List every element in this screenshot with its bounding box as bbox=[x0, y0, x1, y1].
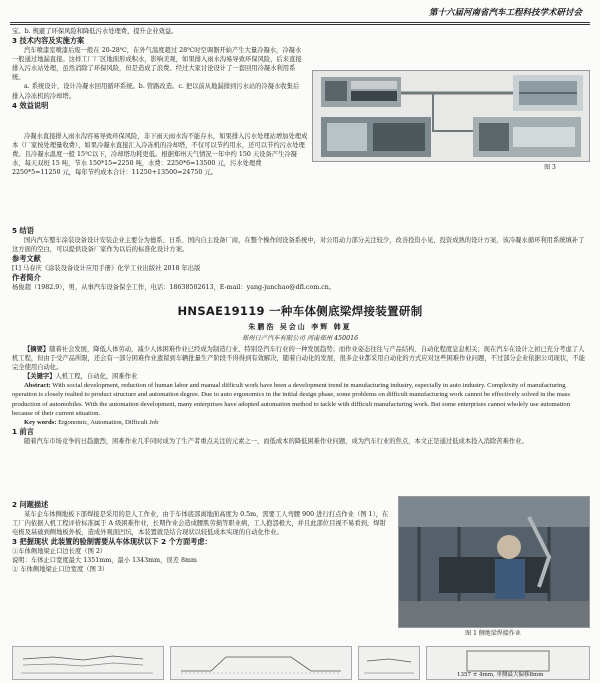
section-5-paragraph-1: 国内汽车整车涂装设备设计安装企业主要分为德系、日系、国内自主设备厂商，在整个操作间设备系统中，对公用动力部分关注较少，改善投资小见，投资成熟的设计方案，该冷凝水循环利用系统填补了这方面的空白，可以提供设备厂家作为以后的标准化设计方案。 bbox=[12, 237, 585, 254]
section-3-item-2: ② 车体侧地梁止口边宽度（图 3） bbox=[12, 566, 109, 574]
section-4-heading: 4 效益说明 bbox=[12, 100, 49, 110]
section-3-heading: 3 技术内容及实施方案 bbox=[12, 36, 85, 46]
keywords-en-label: Key words: bbox=[24, 418, 57, 426]
abstract-en: With social development, reduction of human labor and manual difficult work have been a development trend in manufacturing industry, especially in auto industry. Complexity of manufacturing operation is closely realted to product structure and automation degree. Due to auto ergonomics in the initial design phase, some problems on difficult manufacturing work cannot be effectively solved in the mass production of automobiles. With the automation development, many enterprises have adopted automation method to tackle with difficult manufacturing work. But some enterprises cannot wholely use automation because of their current situation. bbox=[12, 382, 570, 417]
reference-1: [1] 马春庆《涂装设备设计应用手册》化学工业出版社 2018 年出版 bbox=[12, 265, 201, 273]
chiller-unit-image bbox=[321, 77, 401, 107]
references-heading: 参考文献 bbox=[12, 254, 41, 264]
figure-3-frame-diagram bbox=[426, 646, 590, 680]
article-title: HNSAE19119 一种车体侧底梁焊接装置研制 bbox=[177, 304, 423, 318]
dimension-chart-left bbox=[13, 647, 163, 679]
section-3-item-1-detail: 说明：车体止口宽度最大 1351mm，最小 1343mm，误差 8mm bbox=[12, 557, 197, 565]
abstract-label: 【摘要】 bbox=[24, 346, 50, 353]
section-3-paragraph-1: 汽车喷漆室喷漆后废一般在 20-28℃，在外气温度超过 28℃时空调器开始产生大量冷凝水，冷凝水一般通过地漏直接。这样工厂厂区地面形成积水，影响美观，如果排入雨水沟易导致环保风险，后来直接排入污水站处理，虽然消除了环保风险，但是造成了浪费。经过大家讨论设计了一套回用冷凝水利用系统。 bbox=[12, 47, 302, 82]
section-5-heading: 5 结语 bbox=[12, 226, 34, 235]
figure-3-caption: 图 3 bbox=[544, 164, 556, 171]
cooling-equipment-photos bbox=[313, 71, 589, 161]
abstract-block bbox=[12, 345, 588, 446]
section-1-paragraph: 随着汽车市场竞争的日趋激烈，困难作业几乎同时成为了生产者重点关注的元素之一，而低成本的降低困难作业问题，成为汽车行业的焦点，本文正是通过低成本投入消除苦难作业。 bbox=[24, 437, 528, 445]
section-2-heading: 2 问题描述 bbox=[12, 500, 49, 509]
figure-3-chart bbox=[358, 646, 420, 680]
keywords-label: 【关键字】 bbox=[24, 373, 56, 381]
header-rule bbox=[10, 22, 590, 25]
conclusion-block bbox=[12, 226, 588, 292]
author-bio-text: 杨俊超（1982.9），男，从事汽车设备保全工作，电话：18638502613，E-mail：yang-junchao@dfl.com.cn。 bbox=[12, 284, 336, 292]
frame-dimension-label: 1357 ± 4mm, 单侧最大偏移8mm bbox=[457, 672, 544, 678]
top-left-column bbox=[12, 27, 304, 111]
figure-1-photo bbox=[398, 496, 590, 628]
dimension-chart-middle bbox=[359, 647, 419, 679]
car-side-outline bbox=[171, 647, 351, 679]
abstract-en-label: Abstract: bbox=[24, 382, 51, 390]
tank-image bbox=[473, 117, 581, 157]
figure-3-photos bbox=[312, 70, 590, 162]
cooling-tower-image bbox=[513, 75, 583, 111]
section-2-paragraph: 某车企车体侧地板下部焊接是采用的是人工作业，由于车体底部离地面高度为 0.5m，需要工人弯腰 900 进行打点作业（图 1），在工厂内依据人机工程评价标准属于 A 级困难作业，长期作业会造成腰肌劳损等职业病，工人抱怨极大，并且此部位目视不易看到，焊钳电极及基础到侧地板外板，造成外观面凹坑，本装置就是结合现状以较低成本实现的自动化作业。 bbox=[12, 511, 389, 537]
keywords-en: Ergonomic, Automation, Difficult Job bbox=[58, 418, 159, 426]
abstract-cn: 随着社会发展，降低人体劳动，减少人体困难作业已经成为制造行业、特别是汽车行业的一种发展趋势；而作业姿态往往与产品结构、自动化程度息息相关；现在汽车在设计之初已充分考虑了人机工程，但由于受产品所限，还会有一部分困难作业遗留到车辆批量生产阶段不得得到有效解决，随着自动化的发展，很多企业都采用自动化的方式应对这些困难作业问题，不过部分企业依据公司现状，不能完全使用自动化。 bbox=[12, 346, 586, 372]
author-bio-heading: 作者简介 bbox=[12, 273, 41, 283]
section-3-heading-article: 3 把握现状 此装置的验制需要从车体现状以下 2 个方面考虑： bbox=[12, 537, 212, 547]
welding-operation-image bbox=[399, 497, 589, 627]
figure-1-caption: 图 1 侧地梁焊接作业 bbox=[465, 630, 521, 637]
running-header: 第十六届河南省汽车工程科技学术研讨会 bbox=[428, 8, 582, 18]
section-2-column bbox=[12, 500, 390, 575]
article-affiliation: 郑州日产汽车有限公司 河南郑州 450016 bbox=[241, 335, 359, 342]
section-1-heading: 1 前言 bbox=[12, 426, 34, 436]
article-authors: 朱鹏浩 吴会山 李辉 韩夏 bbox=[248, 322, 352, 331]
section-3-item-1: ①车体侧地梁止口边长度（图 2） bbox=[12, 548, 107, 556]
figure-2-chart-left bbox=[12, 646, 164, 680]
section-3-paragraph-2: a. 系统设计，设计冷凝水回用循环系统。b. 管路改造。c. 把以前从地漏排到污水站的冷凝水收集后排入冷冻机的冷却塔。 bbox=[12, 83, 300, 100]
keywords-cn: 人机工程，自动化，困难作业 bbox=[55, 373, 138, 381]
workshop-image bbox=[321, 117, 431, 157]
figure-2-car-diagram bbox=[170, 646, 352, 680]
intro-line: 宝。b. 规避了环保风险和降低污水处理费，提升企业效益。 bbox=[12, 28, 178, 35]
section-4-text-narrow bbox=[12, 132, 308, 177]
section-4-paragraph-1: 冷凝水直接排入雨水沟容易导致环保风险，非下雨天雨水沟不能存水，如果排入污水处理站增加处理成本（厂家按处理量收费），如果冷凝水直接汇入冷冻机的冷却塔，不仅可以节约用水，还可以节约污水处理费。且冷凝水温度一般 15℃以下，冷却塔功耗更低。根据郑州天气情况一年中约 150 天设备产生冷凝水，每天双班 15 吨，节水 150*15=2250 吨，水费：2250*6=13500 元，污水处理费 2250*5=11250 元，每年节约成本合计：11250+13500=24750 元。 bbox=[12, 133, 308, 177]
